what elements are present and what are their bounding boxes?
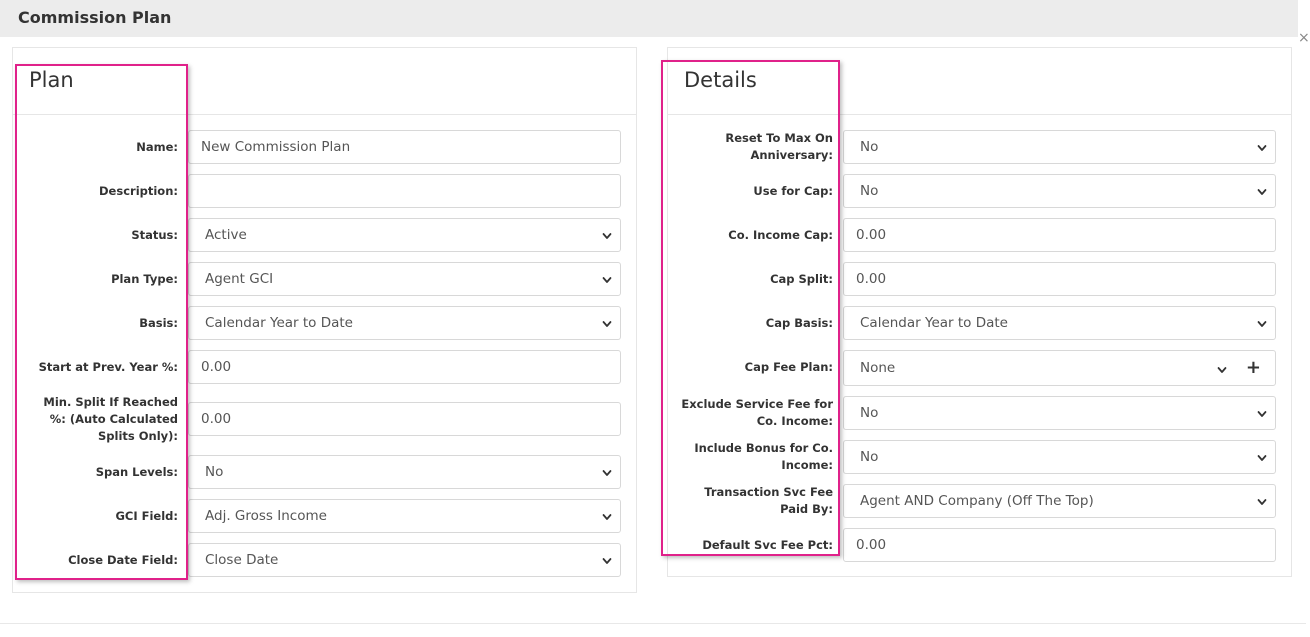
details-label-co-income-cap: Co. Income Cap: [728, 227, 833, 242]
details-exclude-service-fee-for-co-income-value: No [860, 405, 879, 421]
chevron-down-icon [602, 229, 612, 239]
dialog-title: Commission Plan [18, 8, 172, 27]
details-label-transaction-svc-fee-paid-by: Transaction Svc Fee Paid By: [704, 485, 833, 516]
chevron-down-icon [1257, 317, 1267, 327]
plan-span-levels-value: No [205, 464, 224, 480]
plan-label-gci-field: GCI Field: [115, 508, 178, 523]
plan-start-at-prev-year-input[interactable] [188, 350, 621, 384]
dialog-title-bar [0, 0, 1298, 37]
plan-status-select[interactable] [188, 218, 621, 252]
plan-basis-select[interactable] [188, 306, 621, 340]
plan-panel-header [13, 48, 636, 115]
chevron-down-icon [602, 510, 612, 520]
chevron-down-icon [1257, 185, 1267, 195]
details-use-for-cap-select[interactable] [843, 174, 1276, 208]
plan-gci-field-value: Adj. Gross Income [205, 508, 327, 524]
chevron-down-icon [1257, 495, 1267, 505]
details-reset-to-max-on-anniversary-value: No [860, 139, 879, 155]
details-default-svc-fee-pct-input[interactable] [843, 528, 1276, 562]
plan-label-close-date-field: Close Date Field: [68, 552, 178, 567]
plan-label-plan-type: Plan Type: [111, 271, 178, 286]
plan-label-basis: Basis: [139, 315, 178, 330]
details-label-cap-fee-plan: Cap Fee Plan: [744, 359, 833, 374]
details-cap-basis-select[interactable] [843, 306, 1276, 340]
details-label-use-for-cap: Use for Cap: [753, 183, 833, 198]
details-cap-split-value: 0.00 [856, 271, 887, 287]
plan-name-value: New Commission Plan [201, 139, 351, 155]
details-cap-fee-plan-value: None [860, 360, 896, 376]
chevron-down-icon [602, 273, 612, 283]
plan-label-start-at-prev-year: Start at Prev. Year %: [38, 359, 178, 374]
details-co-income-cap-value: 0.00 [856, 227, 887, 243]
plan-label-name: Name: [136, 139, 178, 154]
details-include-bonus-for-co-income-select[interactable] [843, 440, 1276, 474]
details-include-bonus-for-co-income-value: No [860, 449, 879, 465]
plan-close-date-field-value: Close Date [205, 552, 279, 568]
plus-icon[interactable]: + [1245, 357, 1261, 378]
plan-description-input[interactable] [188, 174, 621, 208]
details-exclude-service-fee-for-co-income-select[interactable] [843, 396, 1276, 430]
plan-label-description: Description: [99, 183, 178, 198]
plan-min-split-if-reached-auto-calculated-splits-only-input[interactable] [188, 402, 621, 436]
details-reset-to-max-on-anniversary-select[interactable] [843, 130, 1276, 164]
plan-label-status: Status: [131, 227, 178, 242]
details-label-cap-basis: Cap Basis: [765, 315, 833, 330]
plan-min-split-if-reached-auto-calculated-splits-only-value: 0.00 [201, 411, 232, 427]
plan-span-levels-select[interactable] [188, 455, 621, 489]
chevron-down-icon [1257, 451, 1267, 461]
plan-status-value: Active [205, 227, 247, 243]
details-panel-header [668, 48, 1291, 115]
chevron-down-icon [1257, 141, 1267, 151]
plan-start-at-prev-year-value: 0.00 [201, 359, 232, 375]
details-use-for-cap-value: No [860, 183, 879, 199]
plan-label-span-levels: Span Levels: [95, 464, 178, 479]
details-cap-split-input[interactable] [843, 262, 1276, 296]
plan-panel-title: Plan [29, 68, 74, 92]
plan-gci-field-select[interactable] [188, 499, 621, 533]
details-cap-basis-value: Calendar Year to Date [860, 315, 1008, 331]
details-cap-fee-plan-select[interactable] [843, 350, 1276, 386]
details-label-exclude-service-fee-for-co-income: Exclude Service Fee for Co. Income: [681, 397, 833, 428]
close-icon[interactable]: × [1298, 30, 1310, 46]
plan-plan-type-select[interactable] [188, 262, 621, 296]
chevron-down-icon [1257, 407, 1267, 417]
footer-divider [0, 623, 1306, 624]
details-transaction-svc-fee-paid-by-select[interactable] [843, 484, 1276, 518]
details-panel-title: Details [684, 68, 757, 92]
details-label-reset-to-max-on-anniversary: Reset To Max On Anniversary: [725, 131, 833, 162]
details-label-default-svc-fee-pct: Default Svc Fee Pct: [702, 537, 833, 552]
details-default-svc-fee-pct-value: 0.00 [856, 537, 887, 553]
plan-close-date-field-select[interactable] [188, 543, 621, 577]
plan-plan-type-value: Agent GCI [205, 271, 274, 287]
plan-label-min-split-if-reached-auto-calculated-splits-only: Min. Split If Reached %: (Auto Calculated Splits Only): [43, 394, 178, 443]
details-transaction-svc-fee-paid-by-value: Agent AND Company (Off The Top) [860, 493, 1094, 509]
chevron-down-icon [602, 466, 612, 476]
details-co-income-cap-input[interactable] [843, 218, 1276, 252]
chevron-down-icon [602, 317, 612, 327]
chevron-down-icon [602, 554, 612, 564]
plan-name-input[interactable] [188, 130, 621, 164]
details-label-include-bonus-for-co-income: Include Bonus for Co. Income: [694, 441, 833, 472]
plan-basis-value: Calendar Year to Date [205, 315, 353, 331]
chevron-down-icon [1217, 363, 1227, 373]
details-label-cap-split: Cap Split: [770, 271, 833, 286]
